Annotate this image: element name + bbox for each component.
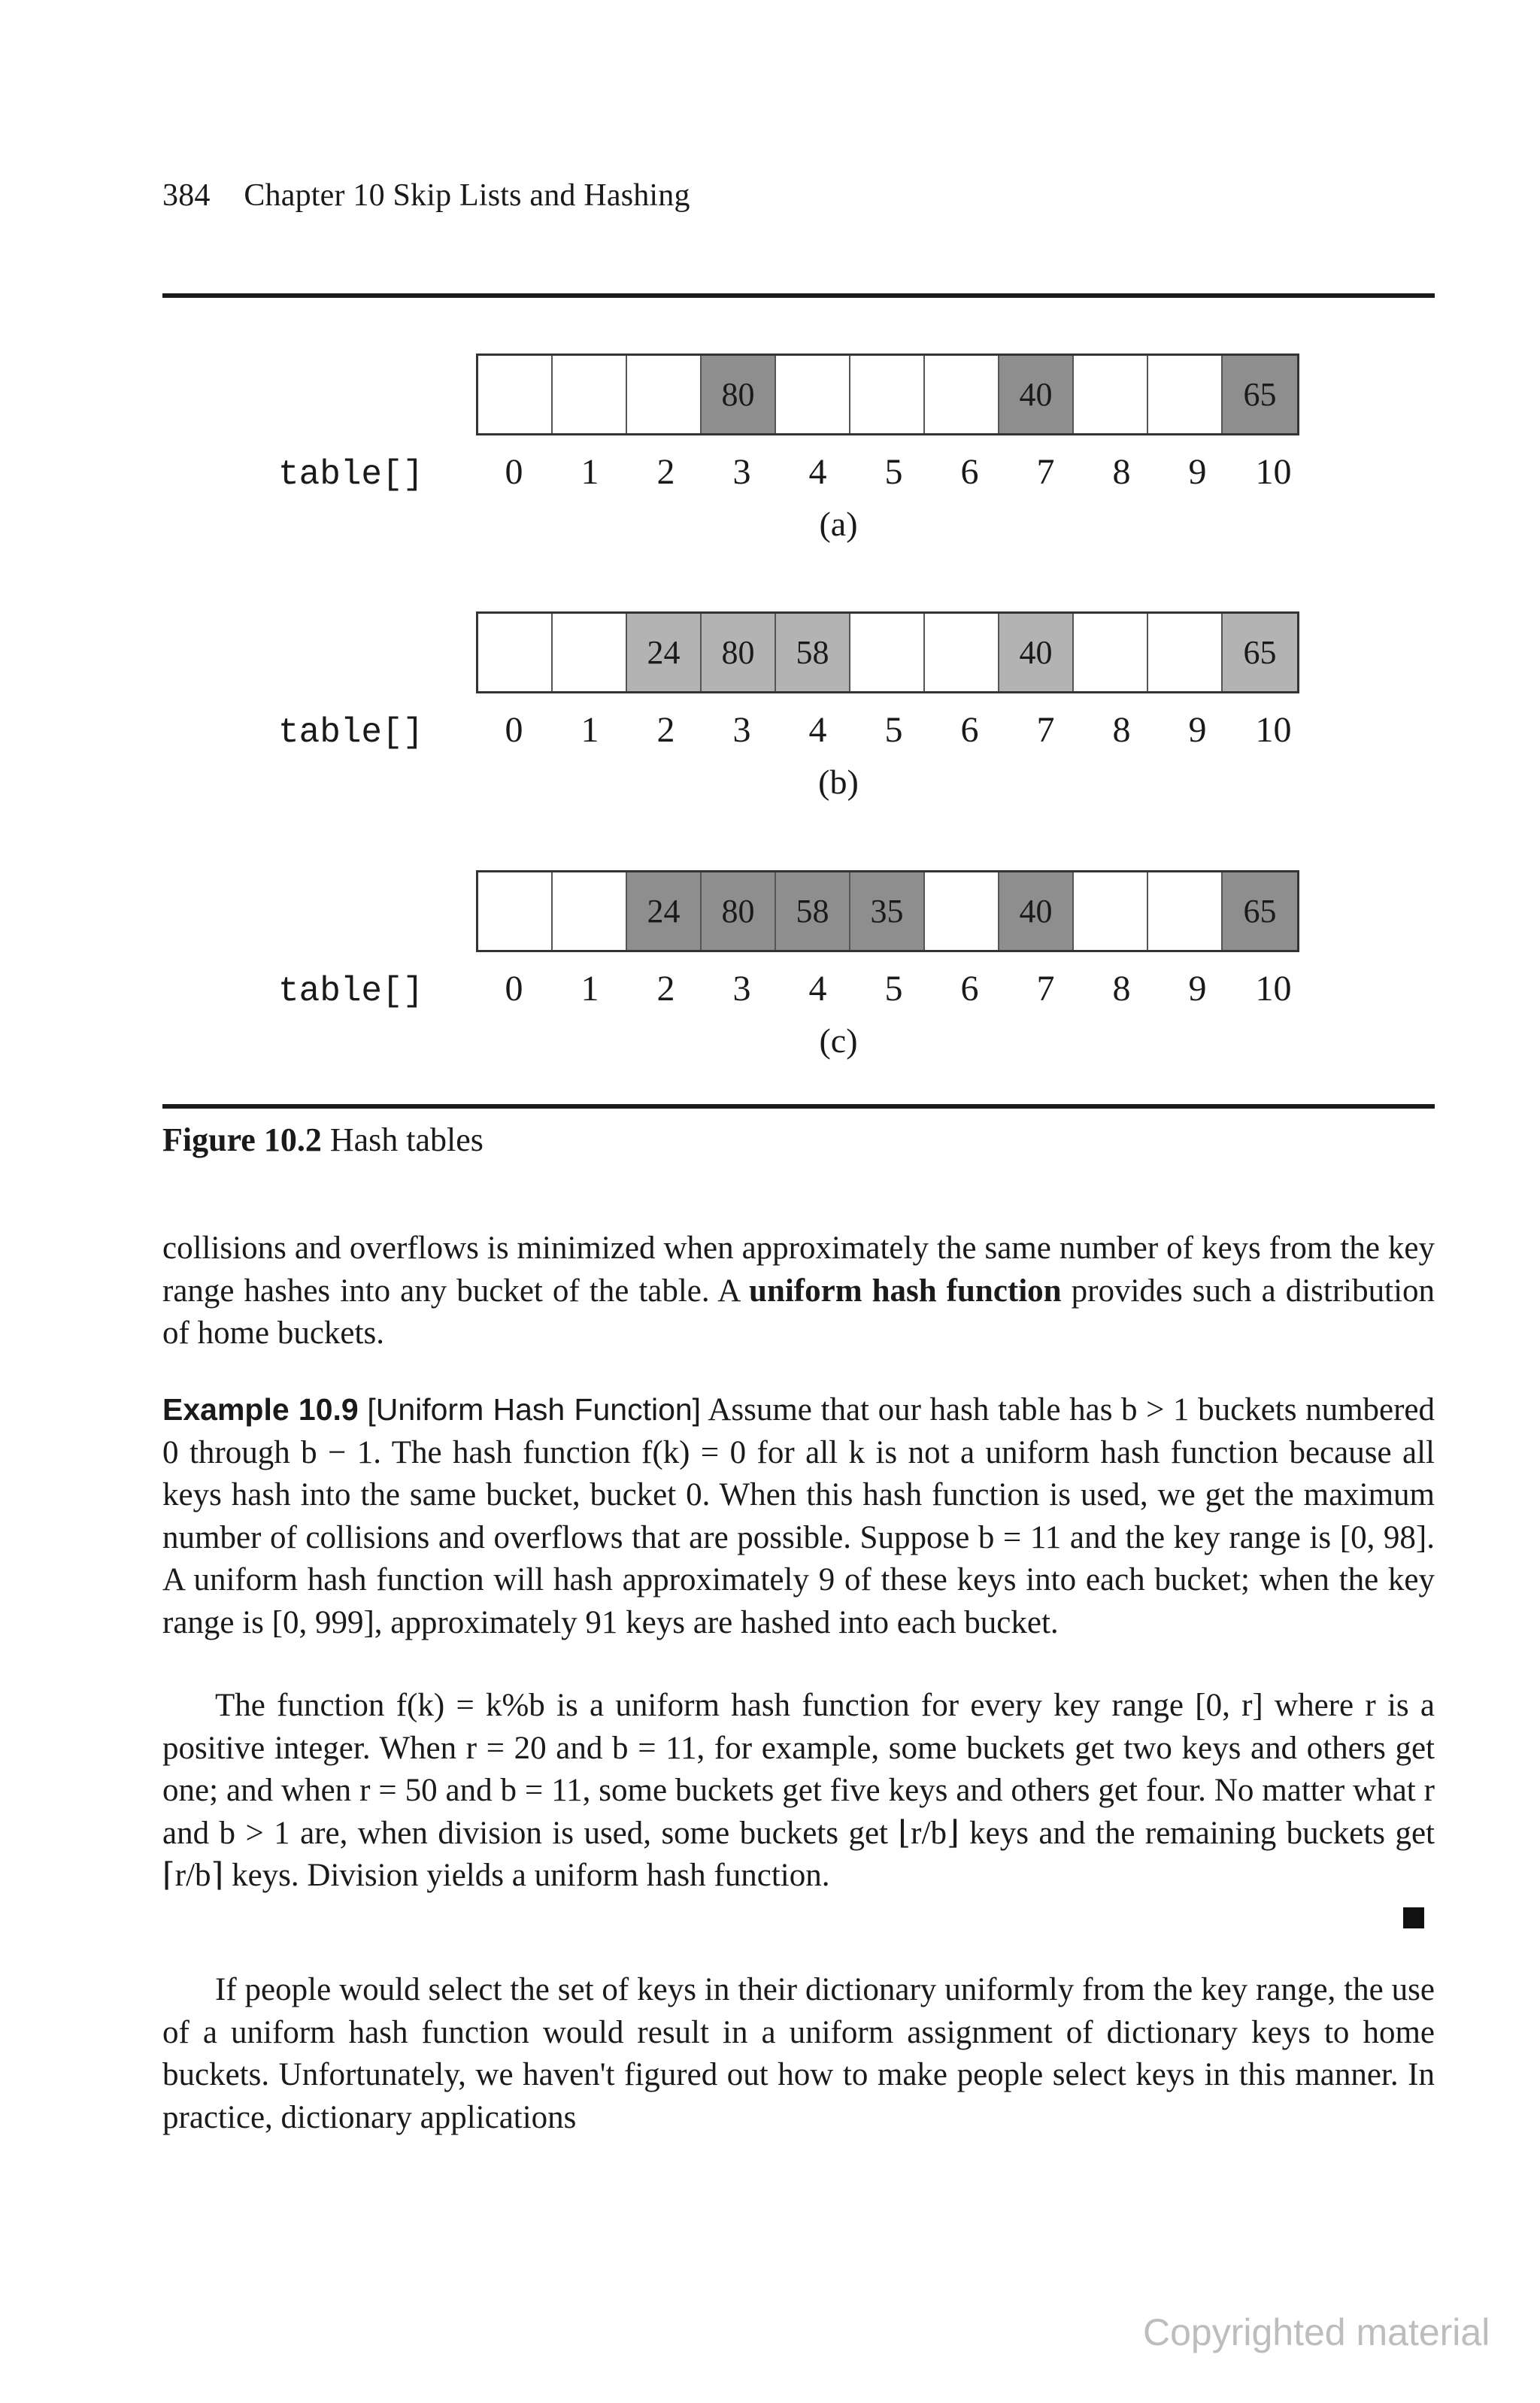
figure-top-rule — [162, 293, 1435, 298]
bucket-array — [476, 353, 1299, 435]
bucket-5: 35 — [850, 872, 925, 950]
bucket-8 — [1074, 872, 1148, 950]
bucket-6 — [925, 872, 999, 950]
p3-text: The function f(k) = k%b is a uniform hash function for every key range [0, r] where r is a positive integer. When r = 20 and b = 11, for example, some buckets get two keys and others get one; and when r = 50 and b = 11, some buckets get five keys and others get four. No matter what r and b > 1 are, when division is used, some buckets get ⌊r/b⌋ keys and the remaining buckets get ⌈r/b⌉ keys. Division yields a uniform hash function. — [162, 1688, 1435, 1893]
example-label: Example 10.9 — [162, 1392, 359, 1427]
bucket-3: 80 — [702, 872, 776, 950]
p1-part-a: collisions and overflows is minimized when approximately the same number of keys from the key range hashes into any bucket of the table. A — [162, 1230, 1435, 1309]
subfigure-label: (a) — [819, 505, 858, 543]
bucket-7: 40 — [999, 614, 1074, 691]
bucket-2 — [627, 356, 702, 433]
index-label: 10 — [1255, 969, 1292, 1009]
bucket-array — [476, 611, 1299, 693]
index-label: 3 — [732, 969, 751, 1009]
bucket-0 — [478, 872, 553, 950]
bucket-array — [476, 870, 1299, 952]
subfigure-label: (c) — [819, 1021, 858, 1060]
index-label: 0 — [505, 710, 523, 750]
caption-text: Hash tables — [329, 1121, 484, 1158]
p4-text: If people would select the set of keys in their dictionary uniformly from the key range, the use of a uniform hash function would result in a uniform assignment of dictionary keys to home buckets. Unfortunately, we haven't figured out how to make people select keys in this manner. In practice, dictionary applications — [162, 1972, 1435, 2135]
index-label: 7 — [1036, 969, 1055, 1009]
index-label: 5 — [884, 452, 903, 492]
index-label: 3 — [732, 452, 751, 492]
bucket-4: 58 — [776, 614, 850, 691]
index-label: 10 — [1255, 452, 1292, 492]
index-label: 1 — [581, 969, 599, 1009]
index-label: 4 — [808, 452, 827, 492]
index-label: 4 — [808, 710, 827, 750]
end-of-example-mark — [1403, 1907, 1424, 1928]
watermark: Copyrighted material — [1143, 2311, 1490, 2353]
index-label: 1 — [581, 452, 599, 492]
index-label: 4 — [808, 969, 827, 1009]
index-label: 6 — [960, 710, 979, 750]
bucket-9 — [1148, 872, 1223, 950]
bucket-9 — [1148, 356, 1223, 433]
index-label: 8 — [1112, 452, 1131, 492]
index-label: 7 — [1036, 710, 1055, 750]
example-title: [Uniform Hash Function] — [367, 1392, 702, 1427]
paragraph-closing — [162, 1969, 1435, 2139]
bucket-7: 40 — [999, 356, 1074, 433]
index-row — [476, 968, 1311, 1009]
index-label: 5 — [884, 969, 903, 1009]
running-head — [162, 177, 690, 214]
index-label: 2 — [656, 969, 675, 1009]
index-label: 8 — [1112, 969, 1131, 1009]
bucket-1 — [553, 614, 627, 691]
caption-label: Figure 10.2 — [162, 1121, 322, 1158]
table-label: table[] — [278, 455, 424, 494]
index-label: 2 — [656, 710, 675, 750]
bucket-1 — [553, 356, 627, 433]
index-label: 9 — [1188, 452, 1207, 492]
index-label: 2 — [656, 452, 675, 492]
bucket-0 — [478, 614, 553, 691]
bucket-8 — [1074, 614, 1148, 691]
bucket-1 — [553, 872, 627, 950]
bucket-6 — [925, 614, 999, 691]
hash-table-b — [0, 611, 1540, 807]
bucket-5 — [850, 356, 925, 433]
figure-bottom-rule — [162, 1104, 1435, 1109]
example-text: Assume that our hash table has b > 1 buckets numbered 0 through b − 1. The hash function f(k) = 0 for all k is not a uniform hash function because all keys hash into the same bucket, bucket 0. When this hash function is used, we get the maximum number of collisions and overflows that are possible. Suppose b = 11 and the key range is [0, 98]. A uniform hash function will hash approximately 9 of these keys into each bucket; when the key range is [0, 999], approximately 91 keys are hashed into each bucket. — [162, 1392, 1435, 1640]
index-label: 3 — [732, 710, 751, 750]
bucket-6 — [925, 356, 999, 433]
bucket-5 — [850, 614, 925, 691]
subfigure-label: (b) — [818, 763, 859, 801]
bucket-0 — [478, 356, 553, 433]
keyword-uniform-hash-function: uniform hash function — [749, 1273, 1062, 1309]
figure-caption — [162, 1121, 484, 1159]
table-label: table[] — [278, 713, 424, 752]
table-label: table[] — [278, 972, 424, 1011]
bucket-10: 65 — [1223, 872, 1297, 950]
bucket-3: 80 — [702, 356, 776, 433]
bucket-4 — [776, 356, 850, 433]
index-label: 9 — [1188, 969, 1207, 1009]
paragraph-division — [162, 1685, 1435, 1898]
bucket-2: 24 — [627, 614, 702, 691]
bucket-9 — [1148, 614, 1223, 691]
bucket-8 — [1074, 356, 1148, 433]
bucket-10: 65 — [1223, 356, 1297, 433]
index-label: 0 — [505, 969, 523, 1009]
index-label: 6 — [960, 969, 979, 1009]
index-label: 6 — [960, 452, 979, 492]
index-label: 9 — [1188, 710, 1207, 750]
index-row — [476, 451, 1311, 493]
bucket-10: 65 — [1223, 614, 1297, 691]
bucket-4: 58 — [776, 872, 850, 950]
hash-table-a — [0, 353, 1540, 549]
bucket-7: 40 — [999, 872, 1074, 950]
paragraph-intro — [162, 1227, 1435, 1355]
hash-table-c — [0, 870, 1540, 1066]
page-number: 384 — [162, 178, 211, 213]
bucket-3: 80 — [702, 614, 776, 691]
index-label: 1 — [581, 710, 599, 750]
index-row — [476, 709, 1311, 751]
p1-part-b: provides such a distribution of home buckets. — [162, 1273, 1435, 1351]
index-label: 8 — [1112, 710, 1131, 750]
index-label: 0 — [505, 452, 523, 492]
index-label: 10 — [1255, 710, 1292, 750]
index-label: 7 — [1036, 452, 1055, 492]
example-paragraph — [162, 1388, 1435, 1644]
index-label: 5 — [884, 710, 903, 750]
running-title: Chapter 10 Skip Lists and Hashing — [244, 178, 690, 213]
bucket-2: 24 — [627, 872, 702, 950]
